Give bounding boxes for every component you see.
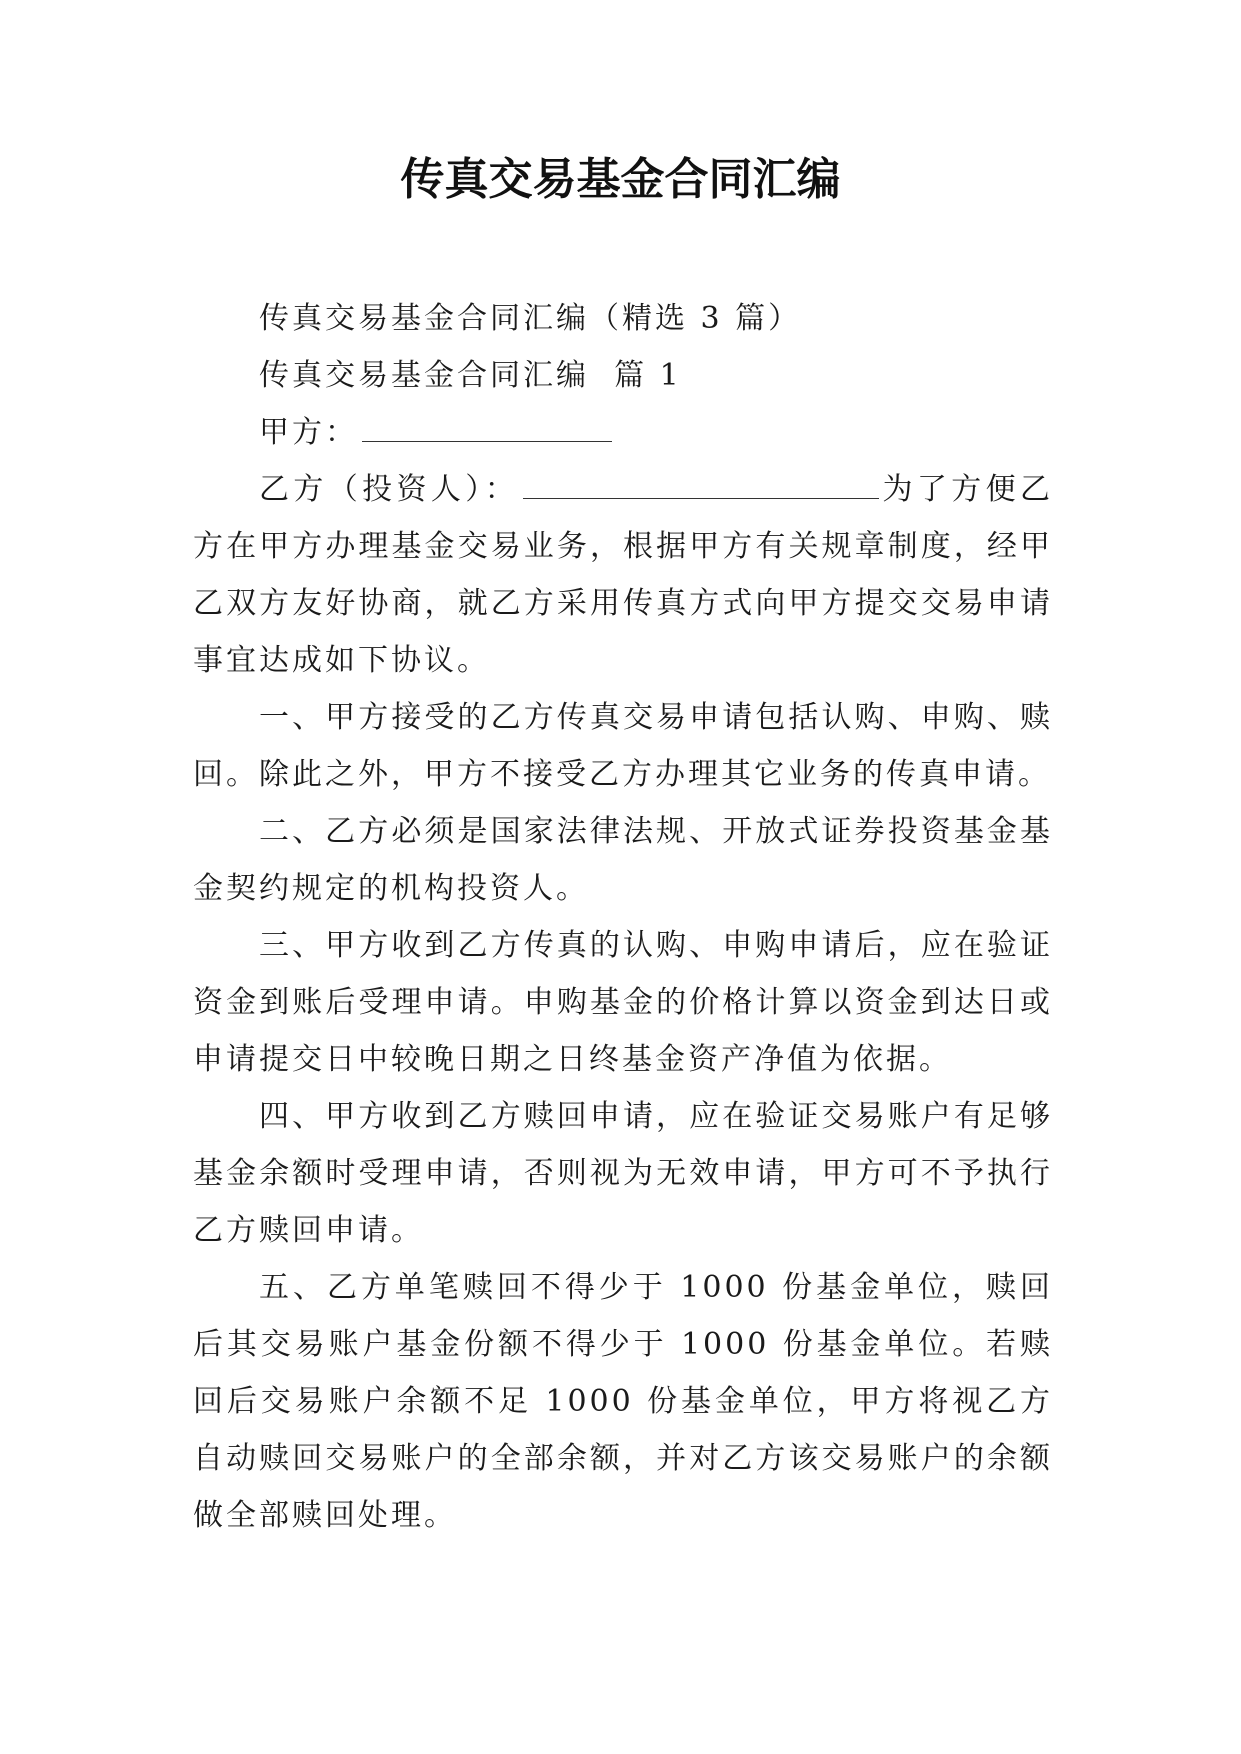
party-b-blank (523, 470, 879, 499)
party-a-label: 甲方： (259, 415, 358, 450)
document-title: 传真交易基金合同汇编 (400, 154, 841, 205)
section-heading: 传真交易基金合同汇编 篇 1 (259, 358, 682, 393)
subtitle: 传真交易基金合同汇编（精选 3 篇） (259, 301, 802, 336)
party-b-text: 为了方便乙方在甲方办理基金交易业务，根据甲方有关规章制度，经甲乙双方友好协商，就乙方采用传真方式向甲方提交交易申请事宜达成如下协议。 (193, 472, 1054, 678)
party-a-blank (362, 413, 612, 442)
clause-4: 四、甲方收到乙方赎回申请，应在验证交易账户有足够基金余额时受理申请，否则视为无效申请，甲方可不予执行乙方赎回申请。 (193, 1099, 1053, 1248)
document-body (193, 290, 1053, 1544)
clause-2: 二、乙方必须是国家法律法规、开放式证券投资基金基金契约规定的机构投资人。 (193, 814, 1053, 906)
clause-1: 一、甲方接受的乙方传真交易申请包括认购、申购、赎回。除此之外，甲方不接受乙方办理其它业务的传真申请。 (193, 700, 1053, 792)
clause-3: 三、甲方收到乙方传真的认购、申购申请后，应在验证资金到账后受理申请。申购基金的价格计算以资金到达日或申请提交日中较晚日期之日终基金资产净值为依据。 (193, 928, 1053, 1077)
party-b-label: 乙方（投资人）： (259, 472, 520, 507)
clause-5: 五、乙方单笔赎回不得少于 1000 份基金单位，赎回后其交易账户基金份额不得少于 1000 份基金单位。若赎回后交易账户余额不足 1000 份基金单位，甲方将视乙方自动赎回交易账户的全部余额，并对乙方该交易账户的余额做全部赎回处理。 (193, 1270, 1053, 1533)
party-a-line (193, 404, 1053, 461)
party-b-paragraph (193, 461, 1053, 689)
